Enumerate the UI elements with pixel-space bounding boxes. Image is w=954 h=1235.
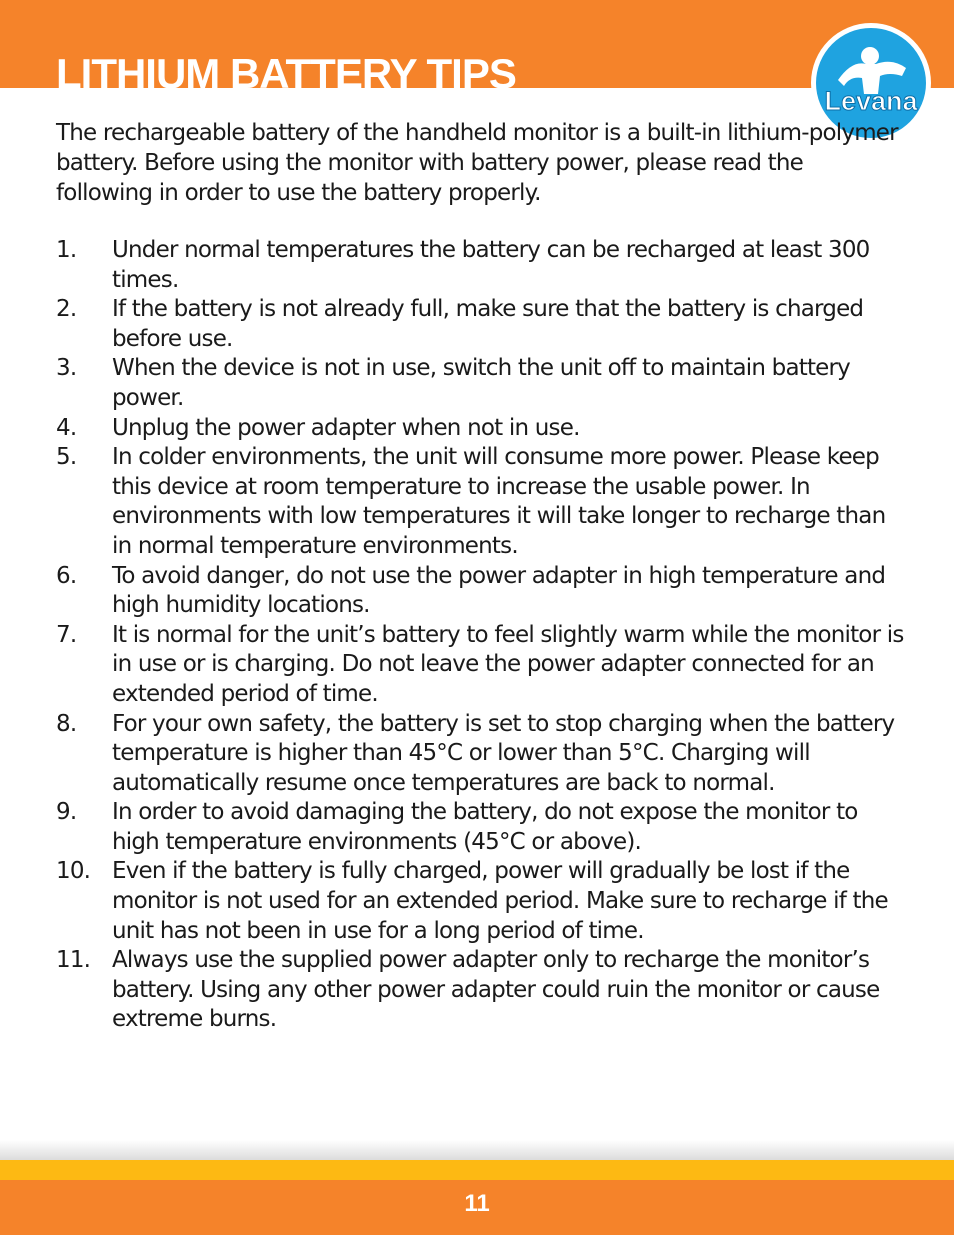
tip-item — [56, 354, 906, 413]
tip-text: Always use the supplied power adapter only to recharge the monitor’s battery. Using any other power adapter could ruin the monitor or cause extreme burns. — [112, 947, 880, 1033]
tip-text: It is normal for the unit’s battery to feel slightly warm while the monitor is in use or is charging. Do not leave the power adapter connected for an extended period of time. — [112, 621, 904, 707]
intro-paragraph: The rechargeable battery of the handheld monitor is a built-in lithium-polymer battery. Before using the monitor with battery power, please read the following in order to use the battery properly. — [56, 120, 898, 206]
tip-number: 8. — [56, 710, 77, 737]
tip-item — [56, 295, 906, 354]
tip-text: When the device is not in use, switch the unit off to maintain battery power. — [112, 355, 850, 411]
tip-number: 7. — [56, 621, 77, 648]
tip-number: 4. — [56, 414, 77, 441]
battery-tips-list — [56, 236, 906, 1035]
tip-text: Under normal temperatures the battery can be recharged at least 300 times. — [112, 237, 870, 293]
tip-text: Even if the battery is fully charged, power will gradually be lost if the monitor is not used for an extended period. Make sure to recharge if the unit has not been in use for a long period of time. — [112, 858, 888, 944]
tip-item — [56, 562, 906, 621]
tip-text: Unplug the power adapter when not in use. — [112, 414, 580, 441]
tip-text: In order to avoid damaging the battery, do not expose the monitor to high temperature environments (45°C or above). — [112, 799, 858, 855]
tip-item — [56, 857, 906, 946]
tip-text: To avoid danger, do not use the power adapter in high temperature and high humidity locations. — [112, 562, 886, 619]
page-number: 11 — [464, 1190, 490, 1217]
footer-yellow-band — [0, 1160, 954, 1180]
tip-number: 6. — [56, 562, 77, 589]
tip-text: In colder environments, the unit will consume more power. Please keep this device at room temperature to increase the usable power. In environments with low temperatures it will take longer to recharge than in normal temperature environments. — [112, 444, 886, 559]
tip-number: 9. — [56, 799, 77, 826]
tip-item — [56, 621, 906, 710]
footer-shadow — [0, 1140, 954, 1160]
logo-wordmark: Levana — [824, 86, 918, 116]
tip-item — [56, 946, 906, 1035]
tip-number: 1. — [56, 237, 77, 263]
tip-item — [56, 443, 906, 561]
tip-item — [56, 414, 906, 444]
tip-number: 3. — [56, 355, 77, 382]
tip-item — [56, 236, 906, 295]
tip-item — [56, 798, 906, 857]
tip-text: If the battery is not already full, make sure that the battery is charged before use. — [112, 296, 864, 352]
tip-item — [56, 710, 906, 799]
tip-text: For your own safety, the battery is set to stop charging when the battery temperature is higher than 45°C or lower than 5°C. Charging will automatically resume once temperatures are back to normal. — [112, 710, 895, 796]
tip-number: 5. — [56, 444, 77, 471]
page-title: LITHIUM BATTERY TIPS — [56, 50, 516, 88]
tip-number: 10. — [56, 858, 91, 885]
tip-number: 11. — [56, 947, 91, 974]
tip-number: 2. — [56, 296, 77, 323]
